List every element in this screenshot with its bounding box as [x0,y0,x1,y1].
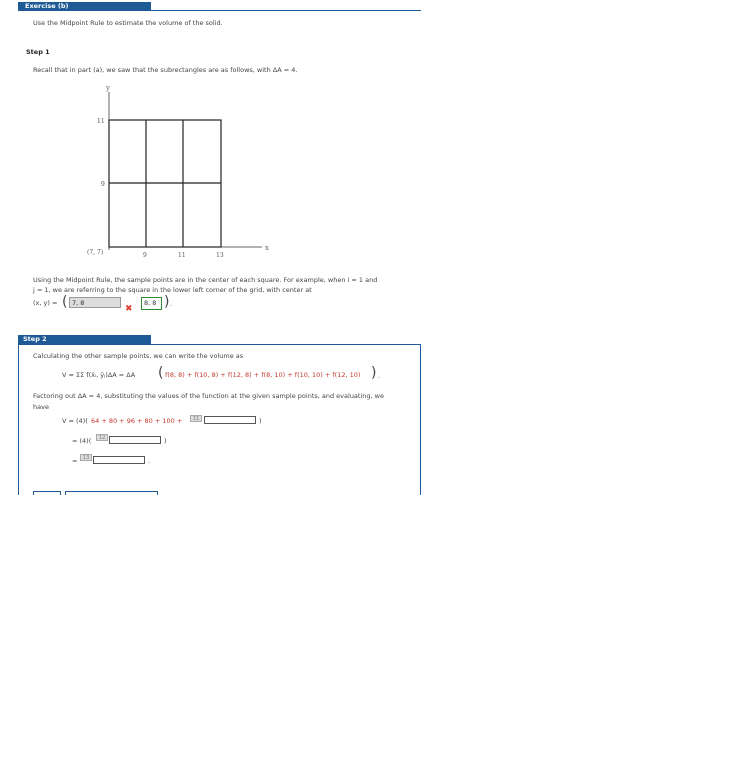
eq1-close: ) [259,417,262,425]
explain-line-2: j = 1, we are referring to the square in the lower left corner of the grid, with center at [33,286,312,294]
eq1-prefix: V ≈ (4)( [62,417,88,425]
eq2-close: ) [164,437,167,445]
y-axis-label: y [106,84,110,92]
explain-line-1: Using the Midpoint Rule, the sample points are in the center of each square. For example, when i = 1 and [33,276,378,284]
eq3-close: . [148,457,151,465]
eq3-prefix: = [72,457,78,465]
exercise-tab[interactable]: Exercise (b) [18,2,151,11]
header-divider [18,10,421,11]
origin-label: (7, 7) [87,249,104,256]
close-paren: ) [164,294,170,310]
step2-line-2: Factoring out ΔA = 4, substituting the values of the function at the given sample points, and evaluating, we [33,392,384,400]
step1-label: Step 1 [26,48,50,56]
eq2-prefix: = (4)( [72,437,92,445]
step2-line-3: have [33,403,49,411]
wrong-answer-icon: ✖ [125,304,133,314]
x-tick-11: 11 [178,252,186,259]
submit-button[interactable] [33,491,61,495]
center-answer-input[interactable]: 7, 8 [69,297,121,308]
eq2-tag: 12 [96,434,108,441]
step1-recall-text: Recall that in part (a), we saw that the subrectangles are as follows, with ΔA = 4. [33,66,298,74]
y-tick-9: 9 [101,181,105,188]
correct-answer-box: 8, 8 [141,297,162,310]
formula-open-paren: ( [158,365,164,381]
step2-line-1: Calculating the other sample points, we can write the volume as [33,352,244,360]
intro-text: Use the Midpoint Rule to estimate the volume of the solid. [33,19,223,27]
eq2-answer-input[interactable] [109,436,161,444]
y-tick-11: 11 [97,118,105,125]
eq3-tag: 13 [80,454,92,461]
secondary-button[interactable] [65,491,158,495]
formula-close-paren: ) [371,365,377,381]
step2-label: Step 2 [18,335,151,344]
x-tick-13: 13 [216,252,224,259]
trailing-period: . [170,300,173,308]
formula-period: . [378,372,381,380]
center-prefix: (x, y) = [33,299,58,307]
eq1-tag: 11 [190,415,202,422]
volume-formula-prefix: V ≈ ΣΣ f(x̄ᵢ, ȳⱼ)ΔA = ΔA [62,371,136,379]
eq1-terms: 64 + 80 + 96 + 80 + 100 + [91,417,183,425]
x-tick-9: 9 [143,252,147,259]
eq3-answer-input[interactable] [93,456,145,464]
x-axis-label: x [265,244,269,252]
volume-formula-terms: f(8, 8) + f(10, 8) + f(12, 8) + f(8, 10) + f(10, 10) + f(12, 10) [165,371,361,379]
open-paren: ( [62,294,68,310]
eq1-answer-input[interactable] [204,416,256,424]
subrectangle-grid-graph [80,80,280,265]
